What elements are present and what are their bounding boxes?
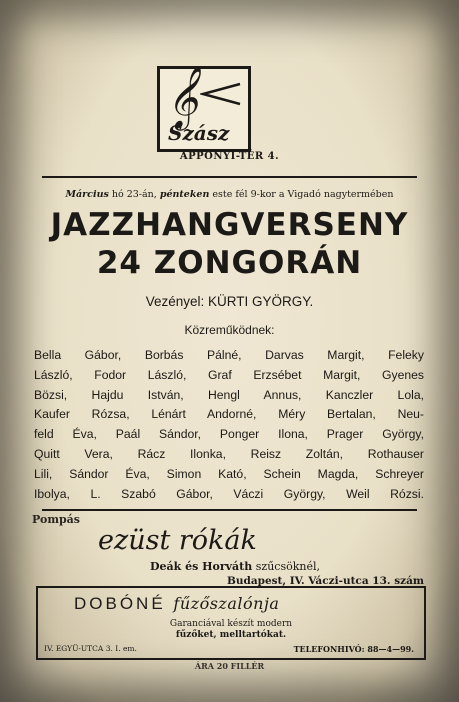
logo-name: Szász [168,121,230,145]
concert-intro [0,189,459,200]
corset-ad-street: IV. EGYÜ-UTCA 3. I. em. [44,644,137,653]
fur-ad-firm [150,560,320,573]
performers-line: László, Fodor László, Graf Erzsébet Margit, Gyenes [34,367,424,382]
corset-ad-line-2: fűzőket, melltartókat. [175,630,287,640]
divider-top [42,176,417,178]
treble-clef-icon: 𝄞 [166,65,198,128]
fur-advertisement [30,513,430,585]
performers-line: Bella Gábor, Borbás Pálné, Darvas Margit, Feleky [34,348,424,362]
divider-bottom [42,509,417,511]
shop-address: APPONYI-TÉR 4. [179,151,280,162]
corset-ad-line-1: Garanciával készít modern [169,619,293,629]
performers-list [34,346,424,504]
fur-ad-location: Budapest, IV. Váczi-utca 13. szám [226,575,424,587]
intro-date: Március [65,189,109,200]
fur-ad-firm-name: Deák és Horváth [150,560,253,573]
performers-line: Ibolya, L. Szabó Gábor, Váczi György, Weil Rózsi. [34,486,424,501]
corset-ad-title [74,594,279,614]
corset-advertisement [36,586,426,660]
conductor-line: Vezényel: KÜRTI GYÖRGY. [145,294,314,309]
fur-ad-lead: Pompás [32,513,80,526]
performers-line: Lili, Sándor Éva, Simon Kató, Schein Magda, Schreyer [34,466,424,481]
corset-ad-name: DOBÓNÉ [74,594,166,613]
performers-heading: Közreműködnek: [184,323,275,337]
fur-ad-firm-suffix: szűcsöknél, [252,560,320,573]
corset-ad-name-suffix: fűzőszalónja [173,594,280,613]
angle-mark-icon [200,81,242,107]
corset-ad-phone: TELEFONHIVÓ: 88—4—99. [293,644,414,654]
performers-line: feld Éva, Paál Sándor, Ponger Ilona, Prager György, [34,427,424,442]
performers-line: Quitt Vera, Rácz Ilonka, Reisz Zoltán, Rothauser [34,446,424,461]
performers-line: Bözsi, Hajdu István, Hengl Annus, Kanczler Lola, [34,387,424,402]
event-subtitle: 24 ZONGORÁN [96,245,363,281]
intro-day: pénteken [159,189,210,200]
event-title: JAZZHANGVERSENY [50,207,409,243]
intro-text-1: hó 23-án, [108,189,160,200]
szasz-logo [157,66,251,152]
price-label: ÁRA 20 FILLÉR [194,661,265,671]
performers-line: Kaufer Rózsa, Lénárt Andorné, Méry Bertalan, Neu- [34,407,424,422]
fur-ad-product: ezüst rókák [98,525,257,556]
intro-text-2: este fél 9-kor a Vigadó nagytermében [209,189,394,200]
